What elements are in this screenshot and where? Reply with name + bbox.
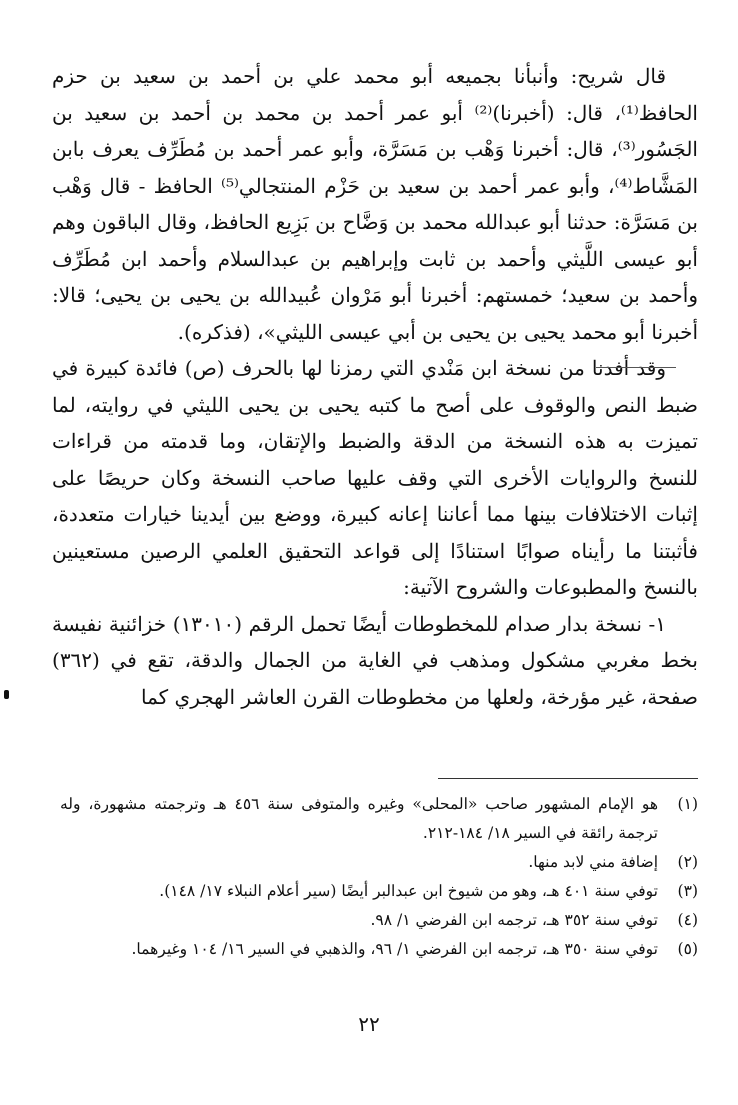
- main-text: [52, 58, 698, 715]
- page-number: ٢٢: [358, 1012, 380, 1036]
- footnote-text: توفي سنة ٤٠١ هـ، وهو من شيوخ ابن عبدالبر أيضًا (سير أعلام النبلاء ١٧/ ١٤٨).: [159, 882, 658, 900]
- footnote-text: توفي سنة ٣٥٠ هـ، ترجمه ابن الفرضي ١/ ٩٦، والذهبي في السير ١٦/ ١٠٤ وغيرهما.: [131, 940, 658, 958]
- footnote: [60, 906, 698, 935]
- footnote: [60, 790, 698, 848]
- footnote-text: توفي سنة ٣٥٢ هـ، ترجمه ابن الفرضي ١/ ٩٨.: [370, 911, 658, 929]
- footnote: [60, 935, 698, 964]
- paragraph-2: وقد أفدنا من نسخة ابن مَنْدي التي رمزنا لها بالحرف (ص) فائدة كبيرة في ضبط النص والوقوف على أصح ما كتبه يحيى بن يحيى الليثي في روايته، لما تميزت به هذه النسخة من الدقة والضبط والإتقان، وما قدمته من قراءات للنسخ والروايات الأخرى التي وقف عليها صاحب النسخة وكان حريصًا على إثبات الاختلافات بينها مما أعاننا إعانه كبيرة، ووضع بين أيدينا خيارات متعددة، فأثبتنا ما رأيناه صوابًا استنادًا إلى قواعد التحقيق العلمي الرصين مستعينين بالنسخ والمطبوعات والشروح الآتية:: [52, 356, 698, 599]
- footnote-number: (١): [677, 795, 698, 813]
- margin-dot: [4, 690, 9, 699]
- paragraph-3: ١- نسخة بدار صدام للمخطوطات أيضًا تحمل الرقم (١٣٠١٠) خزائنية نفيسة بخط مغربي مشكول ومذهب في الغاية من الجمال والدقة، تقع في (٣٦٢) صفحة، غير مؤرخة، ولعلها من مخطوطات القرن العاشر الهجري كما: [52, 611, 698, 709]
- footnote-text: إضافة مني لابد منها.: [528, 853, 658, 871]
- footnote: [60, 848, 698, 877]
- footnote-number: (٢): [677, 853, 698, 871]
- paragraph-1: قال شريح: وأنبأنا بجميعه أبو محمد علي بن أحمد بن سعيد بن حزم الحافظ⁽¹⁾، قال: (أخبرنا)⁽²⁾ أبو عمر أحمد بن محمد بن أحمد بن سعيد بن الجَسُور⁽³⁾، قال: أخبرنا وَهْب بن مَسَرَّة، وأبو عمر أحمد بن مُطَرِّف يعرف بابن المَشَّاط⁽⁴⁾، وأبو عمر أحمد بن سعيد بن حَزْم المنتجالي⁽⁵⁾ الحافظ - قال وَهْب بن مَسَرَّة: حدثنا أبو عبدالله محمد بن وَضَّاح بن بَزِيع الحافظ، وقال الباقون وهم أبو عيسى اللَّيثي وأحمد بن ثابت وإبراهيم بن عبدالسلام وأحمد ابن مُطَرِّف وأحمد بن سعيد؛ خمستهم: أخبرنا أبو مَرْوان عُبيدالله بن يحيى بن يحيى؛ قالا: أخبرنا أبو محمد يحيى بن يحيى بن أبي عيسى الليثي»، (فذكره).: [52, 64, 698, 344]
- footnote-text: هو الإمام المشهور صاحب «المحلى» وغيره والمتوفى سنة ٤٥٦ هـ وترجمته مشهورة، وله ترجمة رائقة في السير ١٨/ ١٨٤-٢١٢.: [60, 795, 659, 842]
- footnote-separator: [438, 778, 698, 779]
- footnotes: [60, 790, 698, 964]
- footnote-number: (٤): [677, 911, 698, 929]
- footnote: [60, 877, 698, 906]
- margin-mark-line: [596, 367, 676, 368]
- footnote-number: (٥): [677, 940, 698, 958]
- footnote-number: (٣): [677, 882, 698, 900]
